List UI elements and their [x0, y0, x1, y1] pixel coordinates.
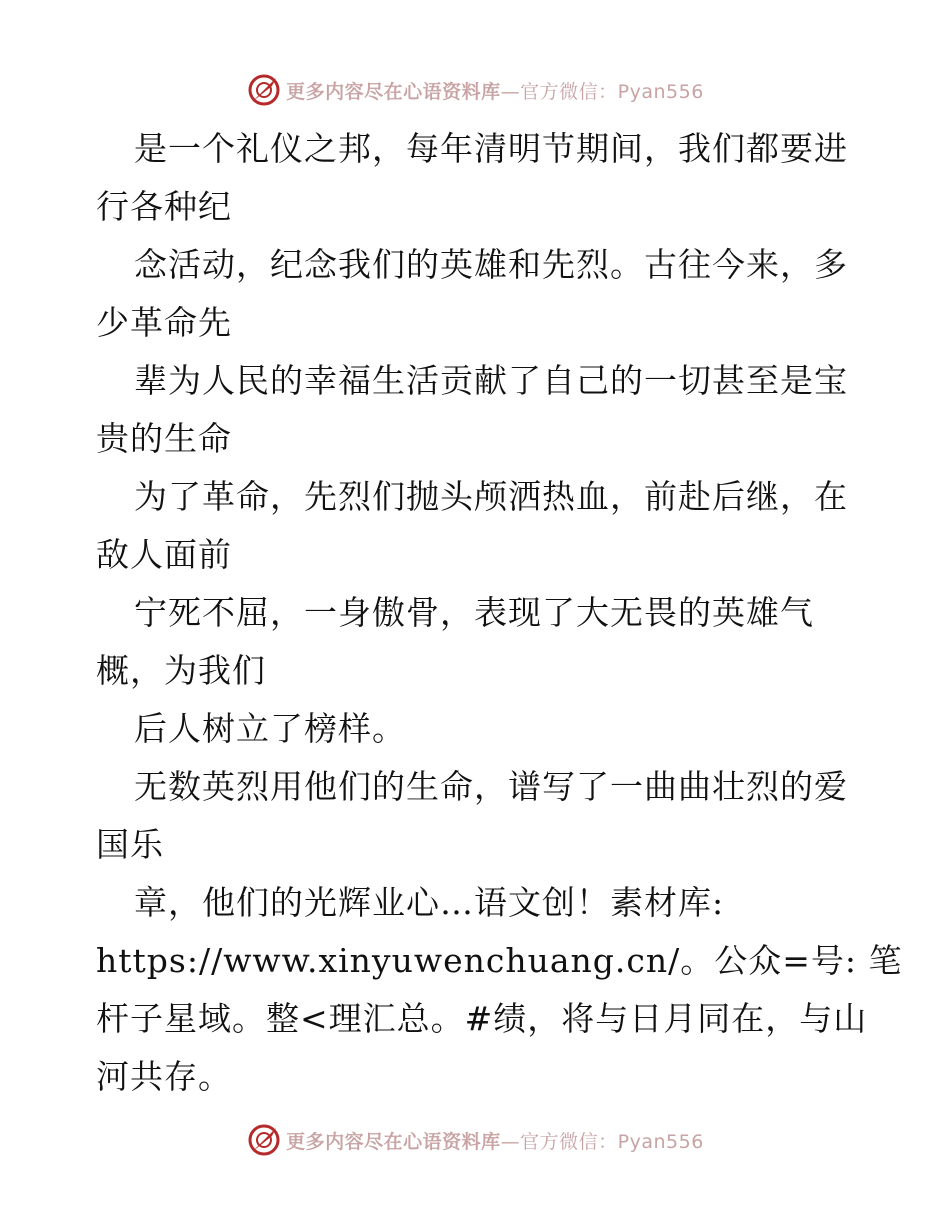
document-body: [96, 120, 903, 1106]
header-text: 更多内容尽在心语资料库—官方微信：Pyan556: [286, 80, 704, 103]
paragraph-line: 宁死不屈，一身傲骨，表现了大无畏的英雄气: [134, 593, 814, 632]
paragraph-line: 行各种纪: [96, 187, 232, 226]
paragraph-line: 后人树立了榜样。: [134, 709, 406, 748]
paragraph-line: 概，为我们: [96, 651, 266, 690]
header-banner: [0, 70, 950, 110]
paragraph-line: 贵的生命: [96, 419, 232, 458]
quill-circle-icon: [246, 1122, 282, 1158]
quill-circle-icon: [246, 72, 282, 108]
paragraph-line: 敌人面前: [96, 535, 232, 574]
paragraph-line: 是一个礼仪之邦，每年清明节期间，我们都要进: [134, 129, 848, 168]
paragraph-line: 为了革命，先烈们抛头颅洒热血，前赴后继，在: [134, 477, 848, 516]
paragraph-line: 河共存。: [96, 1057, 232, 1096]
paragraph-line: https://www.xinyuwenchuang.cn/。公众=号: 笔: [96, 941, 903, 980]
paragraph-line: 念活动，纪念我们的英雄和先烈。古往今来，多: [134, 245, 848, 284]
footer-banner: [0, 1120, 950, 1160]
footer-text: 更多内容尽在心语资料库—官方微信：Pyan556: [286, 1130, 704, 1153]
paragraph-line: 少革命先: [96, 303, 232, 342]
paragraph-line: 无数英烈用他们的生命，谱写了一曲曲壮烈的爱: [134, 767, 848, 806]
paragraph-line: 国乐: [96, 825, 164, 864]
paragraph-line: 章，他们的光辉业心…语文创！素材库:: [134, 883, 725, 922]
paragraph-line: 杆子星域。整<理汇总。#绩，将与日月同在，与山: [96, 999, 868, 1038]
paragraph-line: 辈为人民的幸福生活贡献了自己的一切甚至是宝: [134, 361, 848, 400]
